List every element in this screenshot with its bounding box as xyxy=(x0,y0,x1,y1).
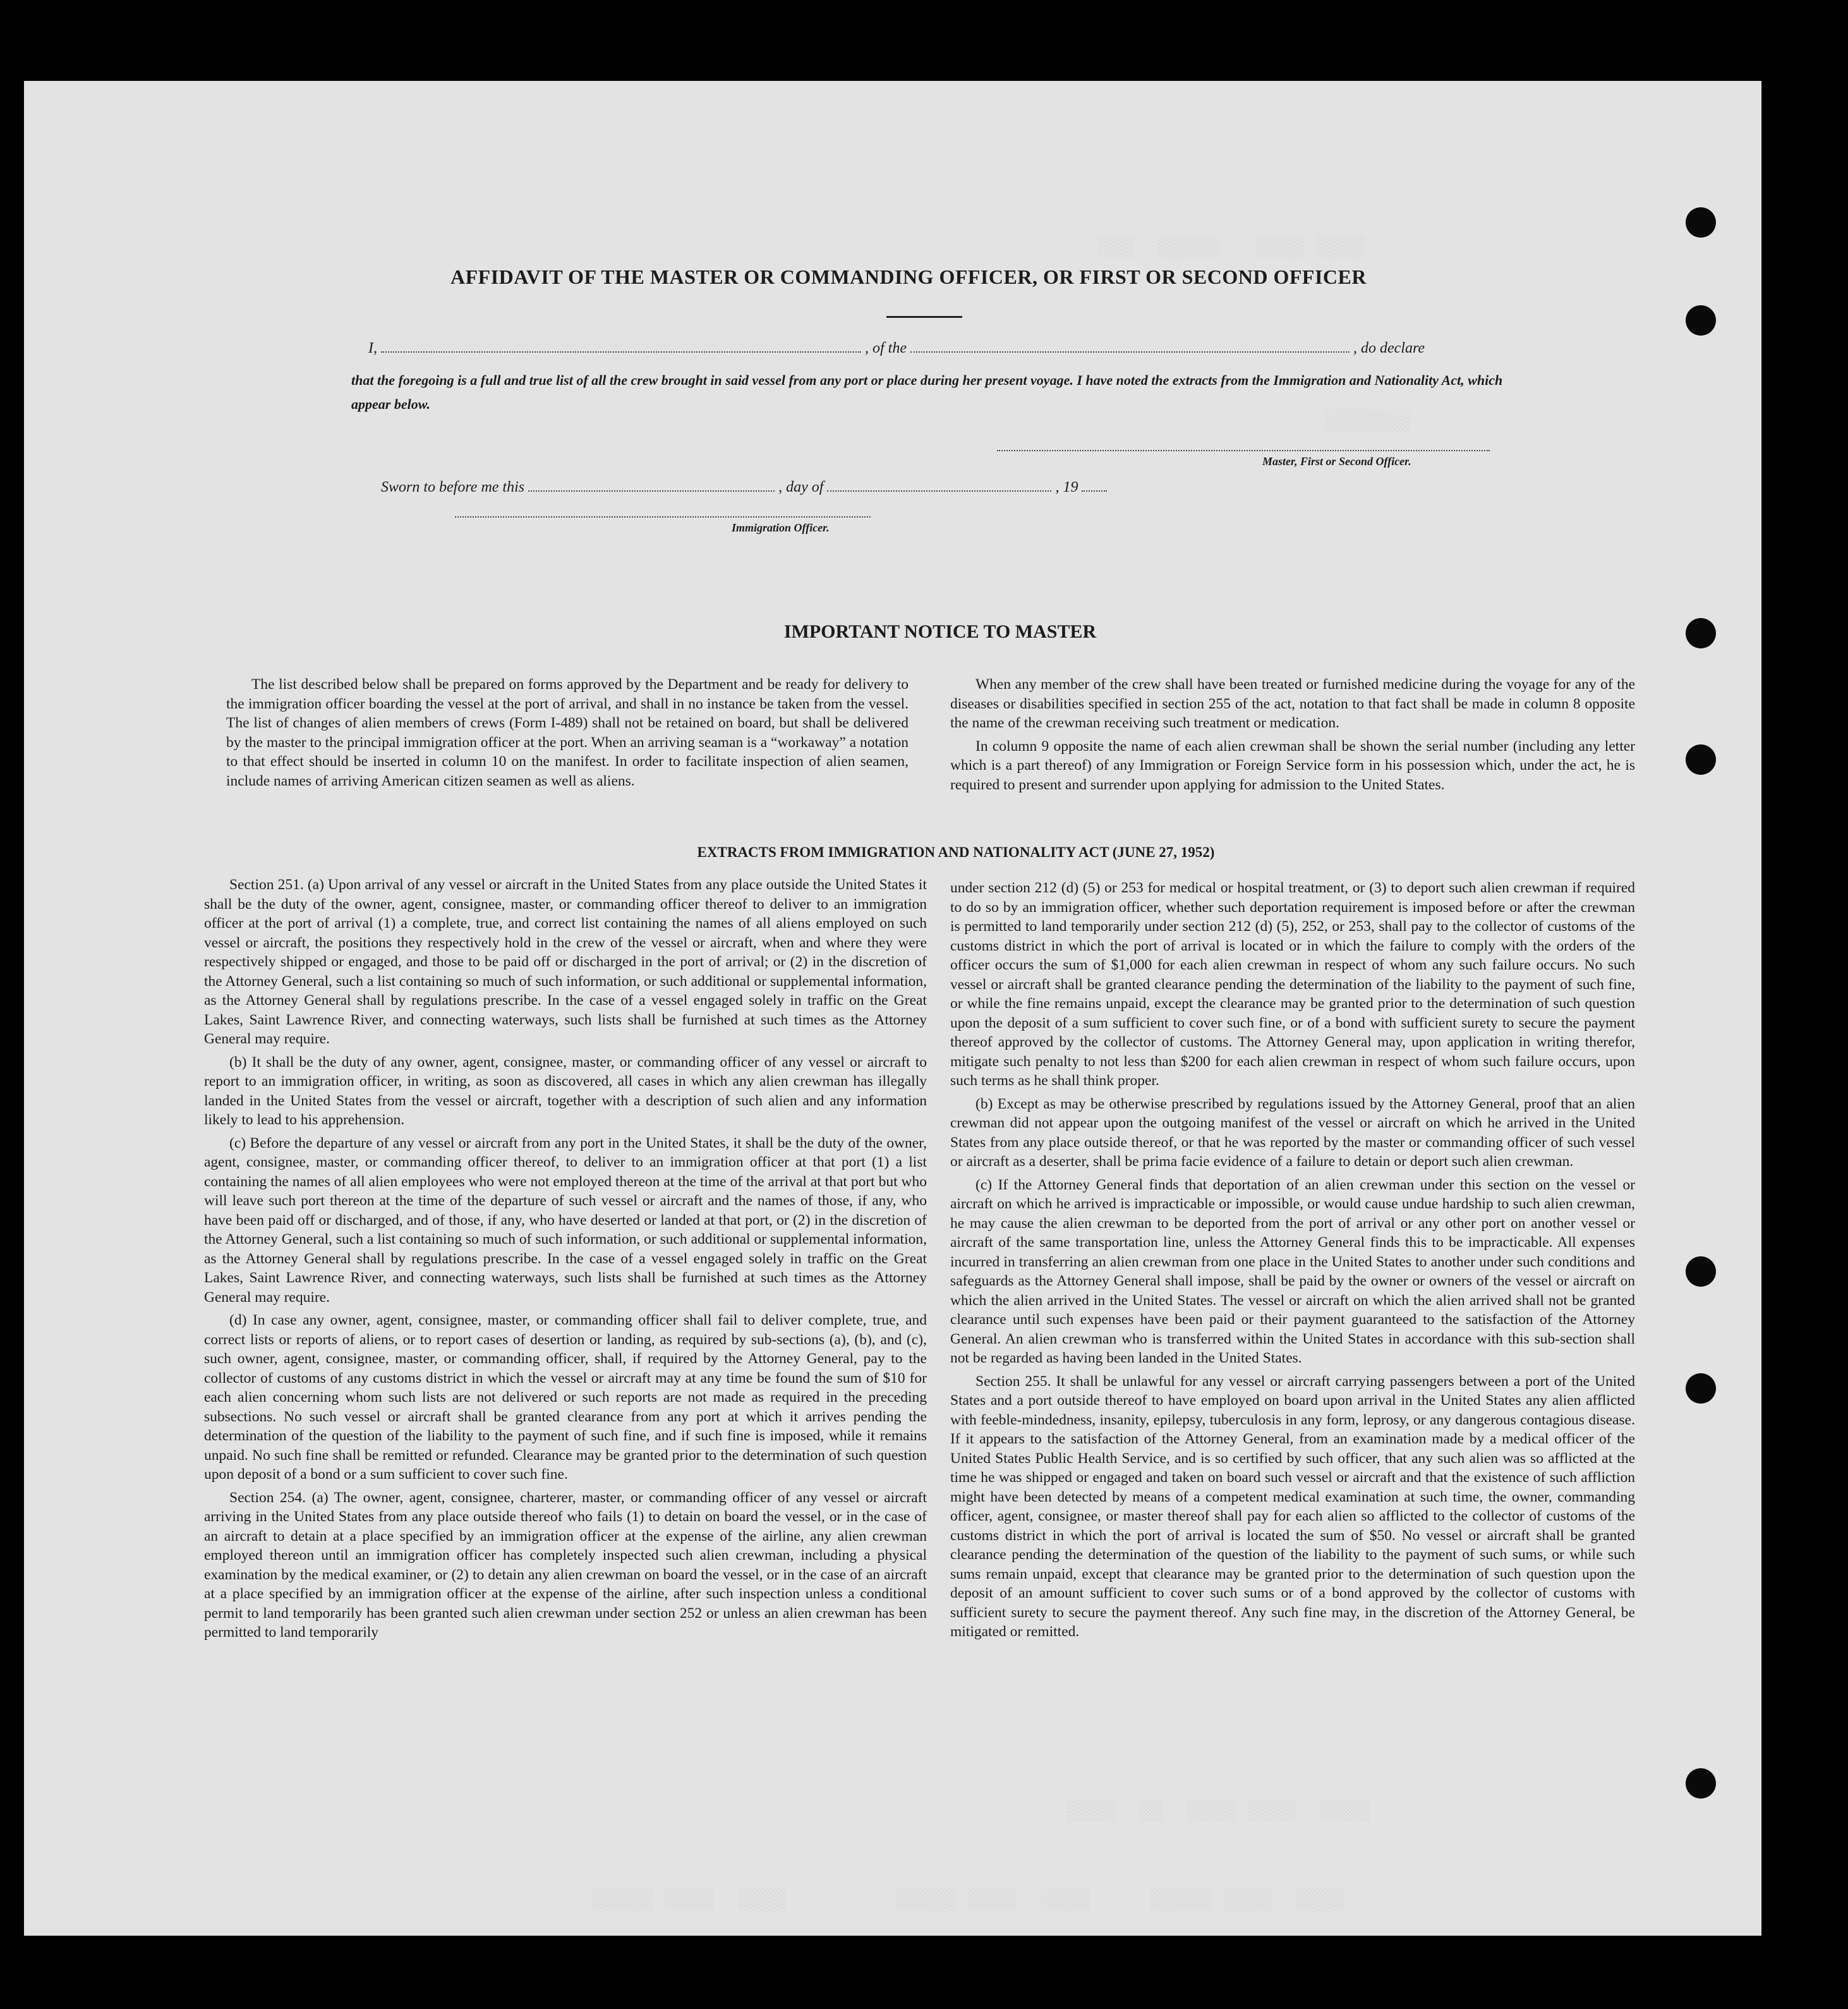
punch-hole xyxy=(1686,1768,1716,1799)
do-declare-label: , do declare xyxy=(1353,340,1425,356)
bleed-through: ░░░░░ ░░░░ ░░░░ ░░░░░ ░░░░ ░░░░ ░░░░░ ░░░░ ░░░░ xyxy=(593,1888,1345,1912)
section-251c: (c) Before the departure of any vessel or aircraft from any port in the United States, it shall be the duty of the owner, agent, consignee, master, or commanding officer thereof, to deliver to an immigration officer at that port (1) a list containing the names of all alien employees who were not employed thereon at the time of the arrival at that port but who will leave such port thereon at the time of the departure of such vessel or aircraft and the names of those, if any, who have been paid off or discharged, and of those, if any, who have deserted or landed at that port, or (2) in the discretion of the Attorney General, such a list containing so much of such information, or such additional or supplemental information, as the Attorney General shall by regulations prescribe. In the case of a vessel engaged solely in traffic on the Great Lakes, Saint Lawrence River, and connecting waterways, such lists shall be furnished at such times as the Attorney General may require. xyxy=(204,1134,927,1306)
notice-left-column xyxy=(226,675,909,794)
declarant-line xyxy=(368,340,1425,357)
section-251b: (b) It shall be the duty of any owner, agent, consignee, master, or commanding officer of any vessel or aircraft to report to an immigration officer, in writing, as soon as discovered, all cases in which any alien crewman has illegally landed in the United States from the vessel or aircraft, together with a description of such alien and any information likely to lead to his apprehension. xyxy=(204,1053,927,1128)
punch-hole xyxy=(1686,305,1716,336)
section-254c: (c) If the Attorney General finds that deportation of an alien crewman under this section on the vessel or aircraft on which he arrived is impracticable or impossible, or would cause undue hardship to such alien crewman, he may cause the alien crewman to be deported from the port of arrival or any other port on another vessel or aircraft of the same transportation line, unless the Attorney General finds this to be impracticable. All expenses incurred in transferring an alien crewman from one place in the United States to another under such conditions and safeguards as the Attorney General shall impose, shall be paid by the owner or owners of the vessel or aircraft on which the alien arrived in the United States. The vessel or aircraft on which the alien arrived shall not be granted clearance until such expenses have been paid or their payment guaranteed to the satisfaction of the Attorney General. An alien crewman who is transferred within the United States in accordance with this sub-section shall not be regarded as having been landed in the United States. xyxy=(950,1176,1635,1366)
declaration-text: that the foregoing is a full and true list of all the crew brought in said vessel from any port or place during her present voyage. I have noted the extracts from the Immigration and Nationality Act, which appear below. xyxy=(351,372,1503,412)
extracts-left-column xyxy=(204,875,927,1646)
extracts-heading: EXTRACTS FROM IMMIGRATION AND NATIONALITY ACT (JUNE 27, 1952) xyxy=(697,844,1215,860)
section-251a: Section 251. (a) Upon arrival of any vessel or aircraft in the United States from any place outside the United States it shall be the duty of the owner, agent, consignee, master, or commanding officer thereof to deliver to an immigration officer at the port of arrival (1) a complete, true, and correct list containing the names of all aliens employed on such vessel or aircraft, the positions they respectively hold in the crew of the vessel or aircraft, when and where they were respectively shipped or engaged, and those to be paid off or discharged in the port of arrival; or (2) in the discretion of the Attorney General, such a list containing so much of such information, or such additional or supplemental information, as the Attorney General shall by regulations prescribe. In the case of a vessel engaged solely in traffic on the Great Lakes, Saint Lawrence River, and connecting waterways, such lists shall be furnished at such times as the Attorney General may require. xyxy=(204,877,927,1047)
section-254a: Section 254. (a) The owner, agent, consignee, charterer, master, or commanding officer of any vessel or aircraft arriving in the United States from any place outside thereof who fails (1) to detain on board the vessel, or in the case of an aircraft to detain at a place specified by an immigration officer at the expense of the airline, any alien crewman employed thereon until an immigration officer has completely inspected such alien crewman, including a physical examination by the medical examiner, or (2) to detain any alien crewman on board the vessel, or in the case of an aircraft at a place specified by an immigration officer at the expense of the airline, after such inspection unless a conditional permit to land temporarily has been granted such alien crewman under section 252 or unless an alien crewman has been permitted to land temporarily xyxy=(204,1489,927,1641)
year-prefix-label: , 19 xyxy=(1055,479,1078,495)
bleed-through: ░░░░ ░░ ░░░░ ░░░░ ░░░░ xyxy=(1066,1800,1370,1823)
master-signature-label: Master, First or Second Officer. xyxy=(1262,455,1411,468)
section-251d: (d) In case any owner, agent, consignee, master, or commanding officer shall fail to deliver complete, true, and correct lists or reports of aliens, or to report cases of desertion or landing, as required by sub-sections (a), (b), and (c), such owner, agent, consignee, master, or commanding officer, shall, if required by the Attorney General, pay to the collector of customs of any customs district in which the vessel or aircraft may at any time be found the sum of $10 for each alien concerning whom such lists are not delivered or such reports are not made as required in the preceding subsections. No such vessel or aircraft shall be granted clearance from any port at which it arrives pending the determination of the question of the liability to the payment of such fine, and if such fine is imposed, while it remains unpaid. No such fine shall be remitted or refunded. Clearance may be granted prior to the determination of such question upon deposit of a bond or a sum sufficient to cover such fine. xyxy=(204,1312,927,1483)
vessel-name-field[interactable] xyxy=(910,351,1350,353)
extracts-right-column xyxy=(950,878,1635,1646)
notice-paragraph: In column 9 opposite the name of each alien crewman shall be shown the serial number (including any letter which is a part thereof) of any Immigration or Foreign Service form in his possession which, under the act, he is required to present and surrender upon applying for admission to the United States. xyxy=(950,737,1635,793)
sworn-line xyxy=(381,479,1107,496)
sworn-day-field[interactable] xyxy=(528,490,775,492)
section-254a-continued: under section 212 (d) (5) or 253 for medical or hospital treatment, or (3) to deport such alien crewman if required to do so by an immigration officer, whether such deportation requirement is imposed before or after the crewman is permitted to land temporarily under section 212 (d) (5), 252, or 253, shall pay to the collector of customs of the customs district in which the port of arrival is located or in which the failure to comply with the orders of the officer occurs the sum of $1,000 for each alien crewman in respect of whom any such failure occurs. No such vessel or aircraft shall be granted clearance pending the determination of the liability to the payment of such fine, or while the fine remains unpaid, except the clearance may be granted prior to the determination of such question upon the deposit of a sum sufficient to cover such fine, or of a bond with sufficient surety to secure the payment thereof approved by the collector of customs. The Attorney General may, upon application in writing therefor, mitigate such penalty to not less than $200 for each alien crewman in respect of whom such failure occurs, upon such terms as he shall think proper. xyxy=(950,880,1635,1089)
notice-heading: IMPORTANT NOTICE TO MASTER xyxy=(783,621,1097,642)
punch-hole xyxy=(1686,1256,1716,1287)
punch-hole xyxy=(1686,744,1716,775)
section-255: Section 255. It shall be unlawful for any vessel or aircraft carrying passengers between a port of the United States and a port outside thereof to have employed on board upon arrival in the United States any alien afflicted with feeble-mindedness, insanity, epilepsy, tuberculosis in any form, leprosy, or any dangerous contagious disease. If it appears to the satisfaction of the Attorney General, from an examination made by a medical officer of the United States Public Health Service, and is so certified by such officer, that any such alien was so afflicted at the time he was shipped or engaged and taken on board such vessel or aircraft and that the existence of such affliction might have been detected by means of a competent medical examination at such time, the owner, commanding officer, agent, consignee, or master thereof shall pay for each alien so afflicted to the collector of customs of the customs district in which the port of arrival is located the sum of $50. No vessel or aircraft shall be granted clearance pending the determination of the question of the liability to the payment of such sums, or while such sums remain unpaid, except that clearance may be granted prior to the determination of such question upon the deposit of an amount sufficient to cover such sums or of a bond approved by the collector of customs with sufficient surety to secure the payment thereof. Any such fine may, in the discretion of the Attorney General, be mitigated or remitted. xyxy=(950,1373,1635,1640)
immigration-officer-label: Immigration Officer. xyxy=(732,521,830,534)
punch-hole xyxy=(1686,207,1716,238)
section-254b: (b) Except as may be otherwise prescribed by regulations issued by the Attorney General, proof that an alien crewman did not appear upon the outgoing manifest of the vessel or aircraft on which he arrived in the United States from any place outside thereof, or that he was reported by the master or commanding officer of such vessel or aircraft as a deserter, shall be prima facie evidence of a failure to detain or deport such alien crewman. xyxy=(950,1095,1635,1170)
affidavit-title: AFFIDAVIT OF THE MASTER OR COMMANDING OFFICER, OR FIRST OR SECOND OFFICER xyxy=(450,265,1367,288)
notice-paragraph: When any member of the crew shall have been treated or furnished medicine during the voyage for any of the diseases or disabilities specified in section 255 of the act, notation to that fact shall be made in column 8 opposite the name of the crewman receiving such treatment or medication. xyxy=(950,676,1635,731)
of-the-label: , of the xyxy=(865,340,907,356)
sworn-label: Sworn to before me this xyxy=(381,479,525,495)
punch-hole xyxy=(1686,618,1716,648)
bleed-through: ░░░ ░░░░░ ░░░░ ░░░░ xyxy=(1098,236,1365,259)
notice-paragraph: The list described below shall be prepared on forms approved by the Department and be ready for delivery to the immigration officer boarding the vessel at the port of arrival, and shall in no instance be taken from the vessel. The list of changes of alien members of crews (Form I-489) shall not be retained on board, but shall be delivered by the master to the principal immigration officer at the port. When an arriving seaman is a “workaway” a notation to that effect should be inserted in column 10 on the manifest. In order to facilitate inspection of alien seamen, include names of arriving American citizen seamen as well as aliens. xyxy=(226,676,909,789)
day-of-label: , day of xyxy=(778,479,824,495)
notice-right-column xyxy=(950,675,1635,798)
sworn-year-field[interactable] xyxy=(1082,490,1107,492)
bleed-through: ░░░░░░░ xyxy=(1326,410,1411,433)
immigration-officer-signature-line[interactable] xyxy=(455,516,871,518)
document-sheet xyxy=(24,81,1761,1936)
i-label: I, xyxy=(368,340,377,356)
punch-hole xyxy=(1686,1373,1716,1404)
master-signature-line[interactable] xyxy=(997,450,1490,451)
title-rule xyxy=(886,316,962,318)
declarant-name-field[interactable] xyxy=(381,351,861,353)
sworn-month-field[interactable] xyxy=(827,490,1051,492)
